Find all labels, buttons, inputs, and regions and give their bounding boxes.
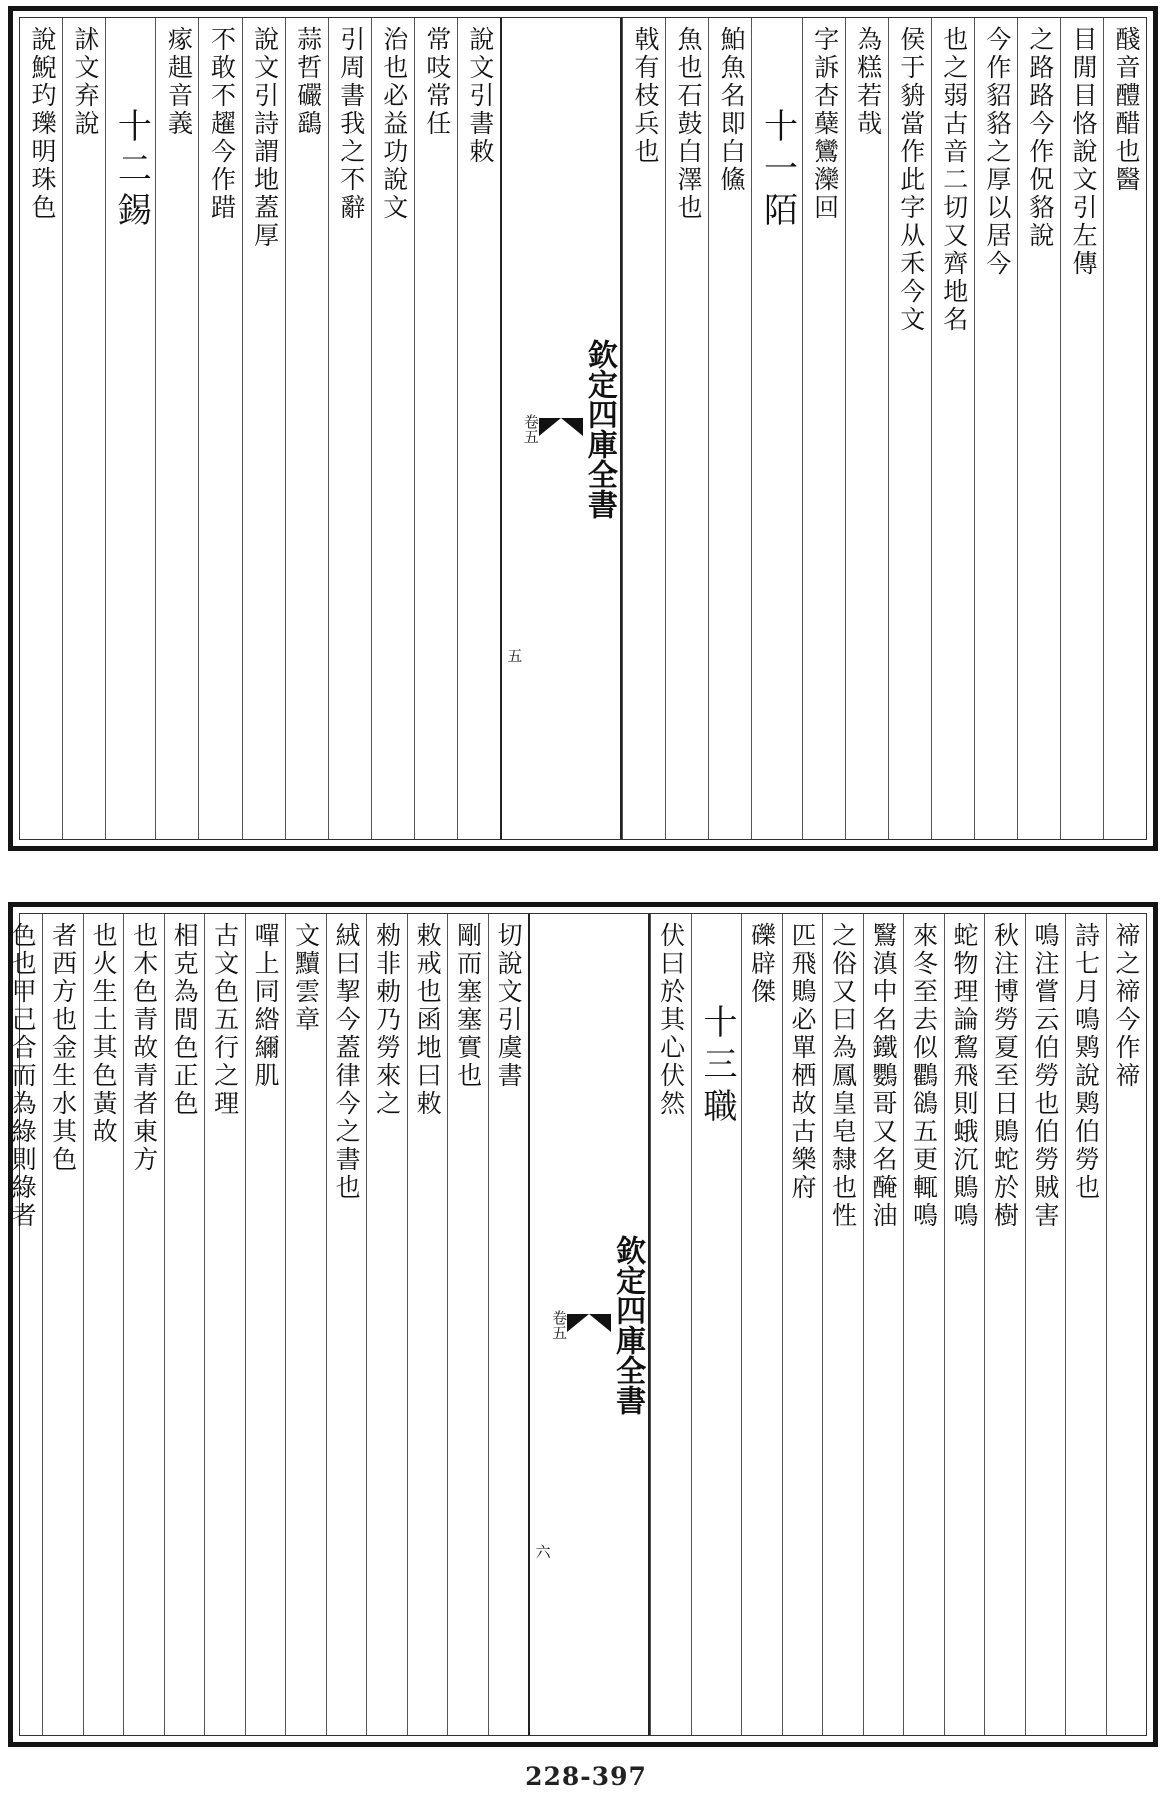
text-column: 說文引書敕 [457,18,500,839]
text-column: 嘽上同綹䌤肌 [245,914,286,1735]
text-column: 也木色青故青者東方 [123,914,164,1735]
text-column: 也火生土其色黃故 [83,914,124,1735]
gutter-title: 欽定四庫全書 [581,338,617,519]
gutter-page: 六 [533,1544,552,1559]
page-number: 228-397 [525,1762,647,1791]
text-column: 訹文弃說 [62,18,105,839]
text-column: 來冬至去似鸜鵒五更輒鳴 [903,914,944,1735]
center-gutter [528,914,650,1735]
text-column: 字訴杏蘖鸞灤回 [802,18,845,839]
center-gutter [500,18,622,839]
fishtail-mark-icon [567,1314,611,1332]
text-column: 禘之禘今作禘 [1106,914,1147,1735]
text-column: 古文色五行之理 [204,914,245,1735]
text-column: 蒜哲礹鷂 [285,18,328,839]
text-column: 蛇物理論鵹飛則蛾沉鵙鳴 [944,914,985,1735]
text-column: 說文引詩謂地蓋厚 [242,18,285,839]
text-column: 目閒目恪說文引左傳 [1060,18,1103,839]
bottom-page-frame [8,913,1147,1736]
text-column: 色也甲己合而為綠則綠者 [8,922,38,1230]
text-column: 敕戒也函地曰敕 [407,914,448,1735]
text-column: 也之弱古音二切又齊地名 [931,18,974,839]
text-column: 侯于貈當作此字从禾今文 [888,18,931,839]
gutter-title: 欽定四庫全書 [610,1234,646,1415]
text-column: 之路路今作㑆貉說 [1017,18,1060,839]
text-column: 鷖滇中名鐵鸚哥又名醃油 [863,914,904,1735]
text-column: 者西方也金生水其色 [42,914,83,1735]
section-heading: 十三職 [691,914,741,1735]
gutter-volume: 卷五 [521,413,540,444]
text-column: 伏曰於其心伏然 [650,914,691,1735]
section-heading: 十一陌 [751,18,801,839]
text-column: 相克為間色正色 [164,914,205,1735]
text-column: 說鯢玓瓅明珠色 [27,26,57,222]
text-column: 礫辟傑 [741,914,782,1735]
text-column: 文黷雲章 [285,914,326,1735]
text-column: 詩七月鳴䴗說䴗伯勞也 [1065,914,1106,1735]
text-column: 切說文引虞書 [488,914,529,1735]
top-page-frame [19,17,1147,840]
text-column: 剛而塞塞實也 [447,914,488,1735]
text-column: 醆音醴醋也醫 [1103,18,1146,839]
text-column: 為糕若哉 [845,18,888,839]
text-column: 鮊魚名即白鯈 [708,18,751,839]
text-column: 引周書我之不辭 [328,18,371,839]
text-column: 勑非勅乃勞來之 [366,914,407,1735]
gutter-page: 五 [505,648,524,663]
text-column: 不敢不趯今作踖 [198,18,241,839]
text-column: 鳴注嘗云伯勞也伯勞賊害 [1025,914,1066,1735]
text-column: 戟有枝兵也 [622,18,665,839]
text-column: 魚也石鼓白澤也 [665,18,708,839]
text-column: 之俗又曰為鳳皇皂隸也性 [822,914,863,1735]
text-column: 秋注博勞夏至日鵙蛇於樹 [984,914,1025,1735]
fishtail-mark-icon [539,418,583,436]
gutter-volume: 卷五 [550,1309,569,1340]
text-column: 常吱常任 [414,18,457,839]
text-column: 治也必益功說文 [371,18,414,839]
text-column: 瘃趄音義 [155,18,198,839]
bottom-page [8,902,1158,1747]
top-page [8,6,1158,851]
section-heading: 十二錫 [105,18,155,839]
text-column: 今作貂貉之厚以居今 [974,18,1017,839]
text-column: 絨曰挈今蓋律今之書也 [326,914,367,1735]
text-column: 匹飛鵙必單栖故古樂府 [782,914,823,1735]
